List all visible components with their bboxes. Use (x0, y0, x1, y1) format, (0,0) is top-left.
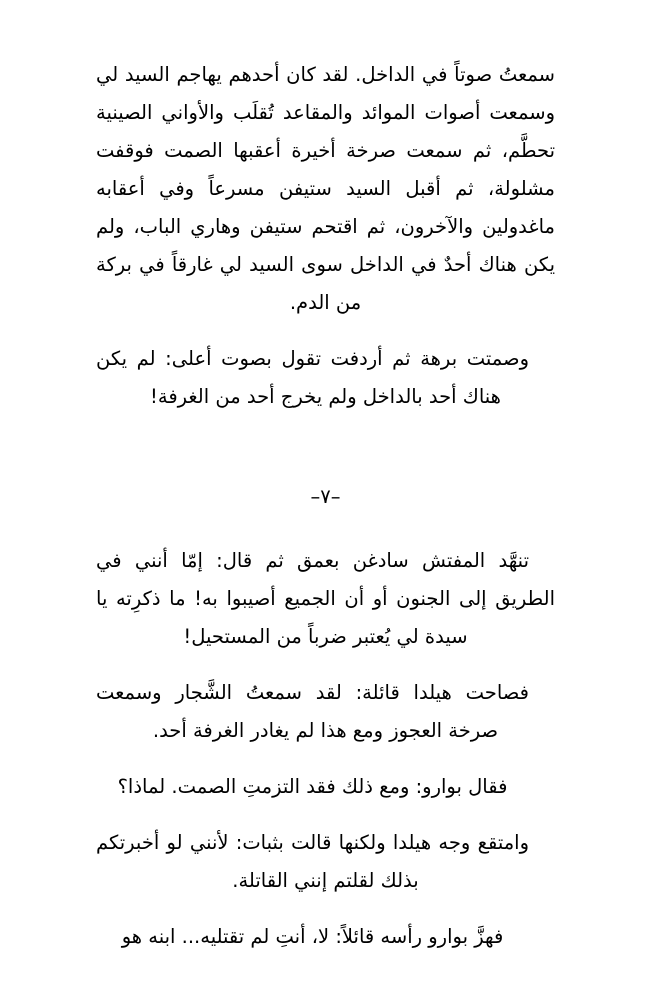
paragraph-7: فهزَّ بوارو رأسه قائلاً: لا، أنتِ لم تقتليه... ابنه هو (121, 925, 504, 948)
paragraph-6: وامتقع وجه هيلدا ولكنها قالت بثبات: لأنني لو أخبرتكم بذلك لقلتم إنني القاتلة. (96, 831, 529, 892)
section-number-marker: –٧– (310, 485, 341, 508)
paragraph-5: فقال بوارو: ومع ذلك فقد التزمتِ الصمت. لماذا؟ (117, 775, 508, 798)
page-body (96, 56, 555, 956)
paragraph-2: وصمتت برهة ثم أردفت تقول بصوت أعلى: لم يكن هناك أحد بالداخل ولم يخرج أحد من الغرفة! (96, 347, 529, 408)
section-spacer (96, 416, 555, 482)
paragraph-4: فصاحت هيلدا قائلة: لقد سمعتُ الشَّجار وسمعت صرخة العجوز ومع هذا لم يغادر الغرفة أحد. (96, 681, 529, 742)
section-marker-spacer (96, 512, 555, 542)
paragraph-3: تنهَّد المفتش سادغن بعمق ثم قال: إمّا أنني في الطريق إلى الجنون أو أن الجميع أصيبوا به! ما ذكرِته يا سيدة لي يُعتبر ضرباً من المستحيل! (96, 549, 555, 648)
paragraph-1: سمعتُ صوتاً في الداخل. لقد كان أحدهم يهاجم السيد لي وسمعت أصوات الموائد والمقاعد تُقلَب والأواني الصينية تحطَّم، ثم سمعت صرخة أخيرة أعقبها الصمت فوقفت مشلولة، ثم أقبل السيد ستيفن مسرعاً وفي أعقابه ماغدولين والآخرون، ثم اقتحم ستيفن وهاري الباب، ولم يكن هناك أحدٌ في الداخل سوى السيد لي غارقاً في بركة من الدم. (96, 63, 555, 314)
